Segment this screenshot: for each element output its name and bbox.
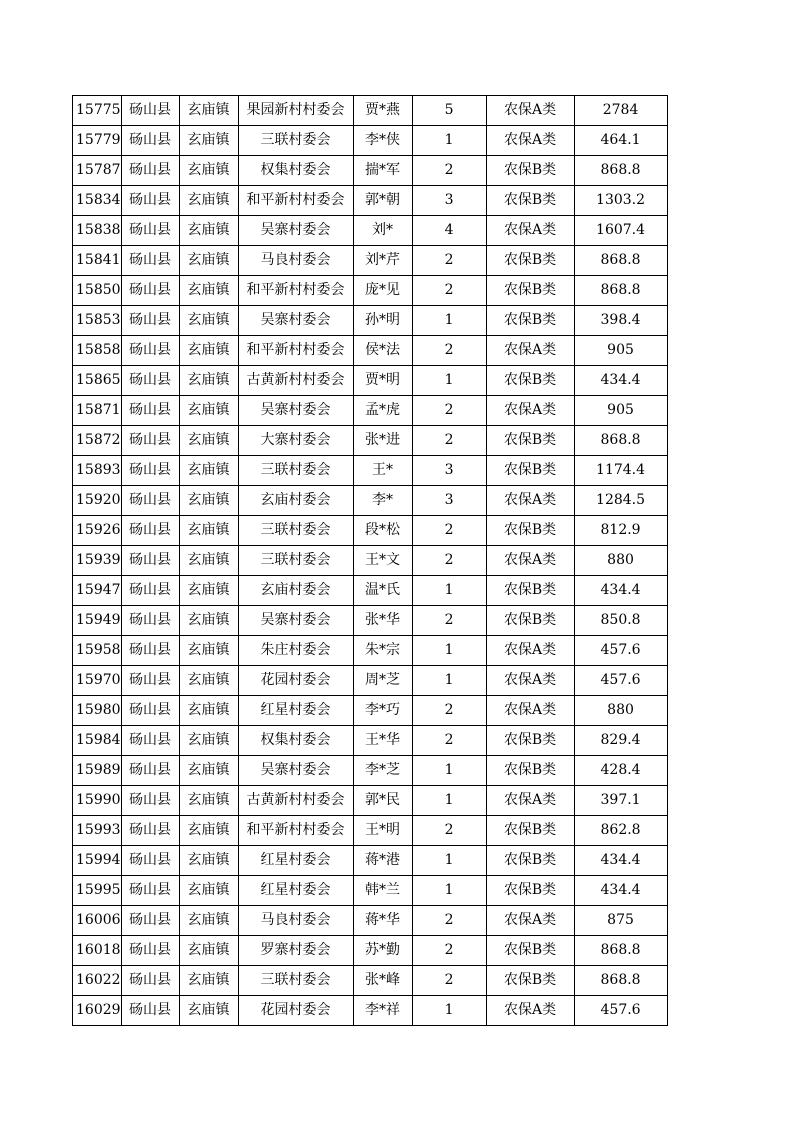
town-cell: 玄庙镇: [179, 966, 238, 996]
table-row: [73, 666, 668, 696]
county-cell: 砀山县: [121, 396, 179, 426]
record-id-cell: 15980: [73, 696, 122, 726]
table-row: [73, 96, 668, 126]
insurance-category-cell: 农保B类: [486, 426, 574, 456]
household-count-cell: 1: [412, 876, 486, 906]
town-cell: 玄庙镇: [179, 276, 238, 306]
insurance-category-cell: 农保B类: [486, 756, 574, 786]
table-row: [73, 636, 668, 666]
record-id-cell: 15850: [73, 276, 122, 306]
name-cell: 李*: [353, 486, 412, 516]
town-cell: 玄庙镇: [179, 516, 238, 546]
village-committee-cell: 和平新村村委会: [238, 816, 353, 846]
table-row: [73, 786, 668, 816]
county-cell: 砀山县: [121, 846, 179, 876]
household-count-cell: 1: [412, 126, 486, 156]
county-cell: 砀山县: [121, 726, 179, 756]
table-row: [73, 366, 668, 396]
village-committee-cell: 玄庙村委会: [238, 486, 353, 516]
amount-cell: 457.6: [574, 636, 667, 666]
town-cell: 玄庙镇: [179, 546, 238, 576]
name-cell: 张*华: [353, 606, 412, 636]
insurance-category-cell: 农保B类: [486, 846, 574, 876]
village-committee-cell: 红星村委会: [238, 876, 353, 906]
town-cell: 玄庙镇: [179, 186, 238, 216]
village-committee-cell: 三联村委会: [238, 126, 353, 156]
name-cell: 郭*朝: [353, 186, 412, 216]
household-count-cell: 5: [412, 96, 486, 126]
county-cell: 砀山县: [121, 516, 179, 546]
name-cell: 庞*见: [353, 276, 412, 306]
household-count-cell: 2: [412, 276, 486, 306]
table-row: [73, 426, 668, 456]
village-committee-cell: 马良村委会: [238, 906, 353, 936]
household-count-cell: 2: [412, 696, 486, 726]
table-row: [73, 906, 668, 936]
record-id-cell: 15970: [73, 666, 122, 696]
insurance-category-cell: 农保A类: [486, 486, 574, 516]
record-id-cell: 15775: [73, 96, 122, 126]
name-cell: 朱*宗: [353, 636, 412, 666]
county-cell: 砀山县: [121, 156, 179, 186]
insurance-category-cell: 农保B类: [486, 186, 574, 216]
household-count-cell: 1: [412, 996, 486, 1026]
village-committee-cell: 和平新村村委会: [238, 186, 353, 216]
table-row: [73, 516, 668, 546]
village-committee-cell: 权集村委会: [238, 156, 353, 186]
county-cell: 砀山县: [121, 126, 179, 156]
household-count-cell: 4: [412, 216, 486, 246]
amount-cell: 1607.4: [574, 216, 667, 246]
village-committee-cell: 马良村委会: [238, 246, 353, 276]
amount-cell: 880: [574, 546, 667, 576]
table-row: [73, 216, 668, 246]
table-row: [73, 156, 668, 186]
amount-cell: 464.1: [574, 126, 667, 156]
town-cell: 玄庙镇: [179, 756, 238, 786]
village-committee-cell: 大寨村委会: [238, 426, 353, 456]
county-cell: 砀山县: [121, 786, 179, 816]
amount-cell: 397.1: [574, 786, 667, 816]
table-row: [73, 846, 668, 876]
amount-cell: 868.8: [574, 276, 667, 306]
name-cell: 张*进: [353, 426, 412, 456]
name-cell: 侯*法: [353, 336, 412, 366]
insurance-category-cell: 农保A类: [486, 546, 574, 576]
name-cell: 刘*芹: [353, 246, 412, 276]
amount-cell: 875: [574, 906, 667, 936]
table-row: [73, 966, 668, 996]
name-cell: 王*明: [353, 816, 412, 846]
amount-cell: 428.4: [574, 756, 667, 786]
record-id-cell: 15958: [73, 636, 122, 666]
table-row: [73, 576, 668, 606]
record-id-cell: 15939: [73, 546, 122, 576]
amount-cell: 829.4: [574, 726, 667, 756]
name-cell: 蒋*港: [353, 846, 412, 876]
table-row: [73, 606, 668, 636]
name-cell: 李*巧: [353, 696, 412, 726]
household-count-cell: 1: [412, 636, 486, 666]
amount-cell: 868.8: [574, 156, 667, 186]
town-cell: 玄庙镇: [179, 876, 238, 906]
insurance-category-cell: 农保B类: [486, 246, 574, 276]
village-committee-cell: 玄庙村委会: [238, 576, 353, 606]
household-count-cell: 1: [412, 666, 486, 696]
table-row: [73, 186, 668, 216]
amount-cell: 398.4: [574, 306, 667, 336]
household-count-cell: 2: [412, 816, 486, 846]
name-cell: 李*芝: [353, 756, 412, 786]
town-cell: 玄庙镇: [179, 366, 238, 396]
insurance-category-cell: 农保A类: [486, 786, 574, 816]
table-row: [73, 126, 668, 156]
amount-cell: 862.8: [574, 816, 667, 846]
record-id-cell: 15841: [73, 246, 122, 276]
insurance-category-cell: 农保A类: [486, 696, 574, 726]
record-id-cell: 15853: [73, 306, 122, 336]
town-cell: 玄庙镇: [179, 396, 238, 426]
town-cell: 玄庙镇: [179, 906, 238, 936]
town-cell: 玄庙镇: [179, 666, 238, 696]
household-count-cell: 1: [412, 306, 486, 336]
household-count-cell: 2: [412, 546, 486, 576]
name-cell: 段*松: [353, 516, 412, 546]
amount-cell: 457.6: [574, 666, 667, 696]
county-cell: 砀山县: [121, 426, 179, 456]
table-row: [73, 456, 668, 486]
household-count-cell: 2: [412, 936, 486, 966]
insurance-category-cell: 农保B类: [486, 936, 574, 966]
household-count-cell: 3: [412, 186, 486, 216]
household-count-cell: 2: [412, 906, 486, 936]
insurance-category-cell: 农保A类: [486, 906, 574, 936]
town-cell: 玄庙镇: [179, 846, 238, 876]
village-committee-cell: 果园新村村委会: [238, 96, 353, 126]
county-cell: 砀山县: [121, 996, 179, 1026]
record-id-cell: 15989: [73, 756, 122, 786]
table-row: [73, 726, 668, 756]
amount-cell: 434.4: [574, 366, 667, 396]
village-committee-cell: 三联村委会: [238, 516, 353, 546]
record-id-cell: 16018: [73, 936, 122, 966]
household-count-cell: 1: [412, 576, 486, 606]
household-count-cell: 1: [412, 756, 486, 786]
county-cell: 砀山县: [121, 96, 179, 126]
name-cell: 李*祥: [353, 996, 412, 1026]
village-committee-cell: 古黄新村村委会: [238, 786, 353, 816]
town-cell: 玄庙镇: [179, 786, 238, 816]
town-cell: 玄庙镇: [179, 336, 238, 366]
insurance-category-cell: 农保B类: [486, 516, 574, 546]
county-cell: 砀山县: [121, 606, 179, 636]
household-count-cell: 1: [412, 846, 486, 876]
record-id-cell: 15858: [73, 336, 122, 366]
county-cell: 砀山县: [121, 936, 179, 966]
household-count-cell: 2: [412, 606, 486, 636]
amount-cell: 1284.5: [574, 486, 667, 516]
town-cell: 玄庙镇: [179, 726, 238, 756]
table-row: [73, 756, 668, 786]
insurance-category-cell: 农保A类: [486, 396, 574, 426]
table-row: [73, 306, 668, 336]
name-cell: 刘*: [353, 216, 412, 246]
record-id-cell: 15838: [73, 216, 122, 246]
insurance-category-cell: 农保B类: [486, 816, 574, 846]
table-row: [73, 486, 668, 516]
county-cell: 砀山县: [121, 816, 179, 846]
insurance-category-cell: 农保A类: [486, 666, 574, 696]
household-count-cell: 2: [412, 156, 486, 186]
town-cell: 玄庙镇: [179, 156, 238, 186]
town-cell: 玄庙镇: [179, 486, 238, 516]
county-cell: 砀山县: [121, 876, 179, 906]
village-committee-cell: 吴寨村委会: [238, 396, 353, 426]
county-cell: 砀山县: [121, 666, 179, 696]
name-cell: 贾*燕: [353, 96, 412, 126]
insurance-category-cell: 农保B类: [486, 876, 574, 906]
county-cell: 砀山县: [121, 486, 179, 516]
insurance-category-cell: 农保A类: [486, 336, 574, 366]
town-cell: 玄庙镇: [179, 126, 238, 156]
village-committee-cell: 吴寨村委会: [238, 216, 353, 246]
insurance-category-cell: 农保B类: [486, 606, 574, 636]
insurance-category-cell: 农保A类: [486, 216, 574, 246]
table-row: [73, 336, 668, 366]
town-cell: 玄庙镇: [179, 96, 238, 126]
town-cell: 玄庙镇: [179, 996, 238, 1026]
village-committee-cell: 吴寨村委会: [238, 306, 353, 336]
insurance-category-cell: 农保B类: [486, 966, 574, 996]
county-cell: 砀山县: [121, 246, 179, 276]
name-cell: 王*文: [353, 546, 412, 576]
name-cell: 温*氏: [353, 576, 412, 606]
record-id-cell: 15865: [73, 366, 122, 396]
county-cell: 砀山县: [121, 696, 179, 726]
county-cell: 砀山县: [121, 456, 179, 486]
amount-cell: 1174.4: [574, 456, 667, 486]
amount-cell: 905: [574, 336, 667, 366]
amount-cell: 868.8: [574, 936, 667, 966]
name-cell: 揣*军: [353, 156, 412, 186]
amount-cell: 868.8: [574, 966, 667, 996]
record-id-cell: 15947: [73, 576, 122, 606]
record-id-cell: 16022: [73, 966, 122, 996]
amount-cell: 434.4: [574, 846, 667, 876]
insurance-category-cell: 农保B类: [486, 576, 574, 606]
household-count-cell: 2: [412, 336, 486, 366]
table-body: [73, 96, 668, 1026]
household-count-cell: 1: [412, 786, 486, 816]
amount-cell: 850.8: [574, 606, 667, 636]
village-committee-cell: 花园村委会: [238, 996, 353, 1026]
town-cell: 玄庙镇: [179, 216, 238, 246]
village-committee-cell: 朱庄村委会: [238, 636, 353, 666]
household-count-cell: 3: [412, 486, 486, 516]
record-id-cell: 15920: [73, 486, 122, 516]
town-cell: 玄庙镇: [179, 816, 238, 846]
name-cell: 贾*明: [353, 366, 412, 396]
name-cell: 王*: [353, 456, 412, 486]
household-count-cell: 2: [412, 426, 486, 456]
insurance-category-cell: 农保A类: [486, 636, 574, 666]
town-cell: 玄庙镇: [179, 426, 238, 456]
name-cell: 蒋*华: [353, 906, 412, 936]
town-cell: 玄庙镇: [179, 636, 238, 666]
household-count-cell: 2: [412, 966, 486, 996]
name-cell: 李*侠: [353, 126, 412, 156]
amount-cell: 905: [574, 396, 667, 426]
village-committee-cell: 权集村委会: [238, 726, 353, 756]
village-committee-cell: 三联村委会: [238, 456, 353, 486]
village-committee-cell: 花园村委会: [238, 666, 353, 696]
table-row: [73, 696, 668, 726]
name-cell: 韩*兰: [353, 876, 412, 906]
county-cell: 砀山县: [121, 576, 179, 606]
name-cell: 张*峰: [353, 966, 412, 996]
town-cell: 玄庙镇: [179, 696, 238, 726]
amount-cell: 1303.2: [574, 186, 667, 216]
record-id-cell: 16006: [73, 906, 122, 936]
town-cell: 玄庙镇: [179, 936, 238, 966]
record-id-cell: 15834: [73, 186, 122, 216]
insurance-category-cell: 农保B类: [486, 156, 574, 186]
household-count-cell: 2: [412, 516, 486, 546]
insurance-category-cell: 农保A类: [486, 126, 574, 156]
name-cell: 周*芝: [353, 666, 412, 696]
table-row: [73, 936, 668, 966]
record-id-cell: 15926: [73, 516, 122, 546]
county-cell: 砀山县: [121, 366, 179, 396]
table-row: [73, 996, 668, 1026]
name-cell: 郭*民: [353, 786, 412, 816]
name-cell: 孙*明: [353, 306, 412, 336]
name-cell: 孟*虎: [353, 396, 412, 426]
county-cell: 砀山县: [121, 306, 179, 336]
amount-cell: 812.9: [574, 516, 667, 546]
record-id-cell: 15995: [73, 876, 122, 906]
village-committee-cell: 红星村委会: [238, 846, 353, 876]
name-cell: 王*华: [353, 726, 412, 756]
insurance-category-cell: 农保A类: [486, 96, 574, 126]
village-committee-cell: 罗寨村委会: [238, 936, 353, 966]
household-count-cell: 2: [412, 246, 486, 276]
name-cell: 苏*勤: [353, 936, 412, 966]
town-cell: 玄庙镇: [179, 306, 238, 336]
county-cell: 砀山县: [121, 546, 179, 576]
amount-cell: 2784: [574, 96, 667, 126]
town-cell: 玄庙镇: [179, 576, 238, 606]
record-id-cell: 15949: [73, 606, 122, 636]
county-cell: 砀山县: [121, 276, 179, 306]
household-count-cell: 1: [412, 366, 486, 396]
table-row: [73, 276, 668, 306]
record-id-cell: 15984: [73, 726, 122, 756]
record-id-cell: 15872: [73, 426, 122, 456]
village-committee-cell: 吴寨村委会: [238, 756, 353, 786]
record-id-cell: 16029: [73, 996, 122, 1026]
insurance-category-cell: 农保B类: [486, 726, 574, 756]
insurance-category-cell: 农保B类: [486, 456, 574, 486]
household-count-cell: 3: [412, 456, 486, 486]
village-committee-cell: 和平新村村委会: [238, 276, 353, 306]
county-cell: 砀山县: [121, 186, 179, 216]
county-cell: 砀山县: [121, 336, 179, 366]
amount-cell: 868.8: [574, 246, 667, 276]
insurance-category-cell: 农保B类: [486, 306, 574, 336]
county-cell: 砀山县: [121, 216, 179, 246]
village-committee-cell: 三联村委会: [238, 546, 353, 576]
insurance-category-cell: 农保B类: [486, 276, 574, 306]
town-cell: 玄庙镇: [179, 606, 238, 636]
county-cell: 砀山县: [121, 636, 179, 666]
household-count-cell: 2: [412, 396, 486, 426]
amount-cell: 434.4: [574, 576, 667, 606]
town-cell: 玄庙镇: [179, 456, 238, 486]
record-id-cell: 15779: [73, 126, 122, 156]
amount-cell: 457.6: [574, 996, 667, 1026]
record-id-cell: 15990: [73, 786, 122, 816]
record-id-cell: 15893: [73, 456, 122, 486]
table-row: [73, 546, 668, 576]
amount-cell: 868.8: [574, 426, 667, 456]
record-id-cell: 15871: [73, 396, 122, 426]
insurance-category-cell: 农保A类: [486, 996, 574, 1026]
county-cell: 砀山县: [121, 966, 179, 996]
table-row: [73, 816, 668, 846]
record-id-cell: 15994: [73, 846, 122, 876]
household-count-cell: 2: [412, 726, 486, 756]
village-committee-cell: 和平新村村委会: [238, 336, 353, 366]
table-row: [73, 396, 668, 426]
table-row: [73, 876, 668, 906]
village-committee-cell: 古黄新村村委会: [238, 366, 353, 396]
amount-cell: 880: [574, 696, 667, 726]
county-cell: 砀山县: [121, 756, 179, 786]
county-cell: 砀山县: [121, 906, 179, 936]
village-committee-cell: 三联村委会: [238, 966, 353, 996]
village-committee-cell: 吴寨村委会: [238, 606, 353, 636]
town-cell: 玄庙镇: [179, 246, 238, 276]
record-id-cell: 15993: [73, 816, 122, 846]
village-committee-cell: 红星村委会: [238, 696, 353, 726]
amount-cell: 434.4: [574, 876, 667, 906]
table-row: [73, 246, 668, 276]
record-id-cell: 15787: [73, 156, 122, 186]
beneficiary-table: [72, 95, 668, 1026]
insurance-category-cell: 农保B类: [486, 366, 574, 396]
